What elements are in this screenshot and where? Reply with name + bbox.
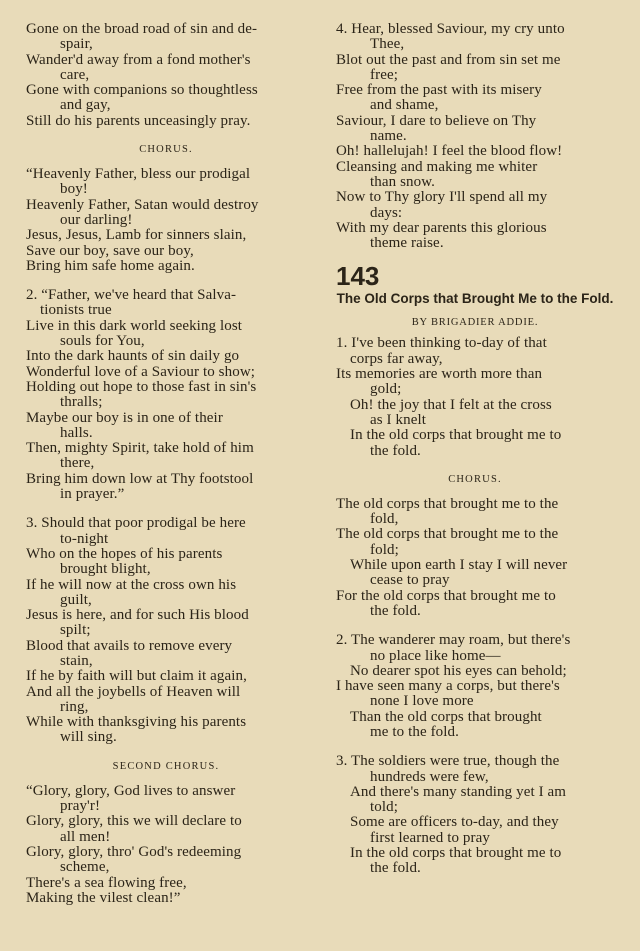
- hymn-143-verse-1: [336, 336, 614, 458]
- lyric-line: 2. The wanderer may roam, but there's: [336, 632, 571, 649]
- lyric-line: Glory, glory, thro' God's redeeming: [26, 843, 242, 860]
- lyric-line: as I knelt: [370, 411, 426, 428]
- second-chorus-label: SECOND CHORUS.: [112, 760, 220, 772]
- lyric-line: ring,: [60, 698, 89, 715]
- lyric-line: souls for You,: [60, 333, 145, 350]
- lyric-line: While with thanksgiving his parents: [26, 714, 247, 731]
- lyric-line: theme raise.: [370, 235, 444, 252]
- lyric-line: Its memories are worth more than: [336, 366, 543, 383]
- hymn-143-chorus: [336, 497, 614, 619]
- lyric-line: For the old corps that brought me to: [336, 587, 556, 604]
- verse-3: [26, 516, 306, 745]
- verse-2: [26, 288, 306, 502]
- lyric-line: Save our boy, save our boy,: [26, 242, 194, 259]
- lyric-line: fold;: [370, 541, 399, 558]
- lyric-line: While upon earth I stay I will never: [350, 557, 568, 574]
- lyric-line: days:: [370, 204, 403, 221]
- lyric-line: and gay,: [60, 97, 111, 114]
- lyric-line: stain,: [60, 652, 93, 669]
- lyric-line: Blood that avails to remove every: [26, 637, 233, 654]
- lyric-line: 3. Should that poor prodigal be here: [26, 515, 246, 532]
- lyric-line: thralls;: [60, 394, 103, 411]
- lyric-line: Saviour, I dare to believe on Thy: [336, 112, 537, 129]
- lyric-line: than snow.: [370, 173, 436, 190]
- lyric-line: Than the old corps that brought: [350, 708, 542, 725]
- lyric-line: In the old corps that brought me to: [350, 845, 562, 862]
- lyric-line: 1. I've been thinking to-day of that: [336, 335, 547, 352]
- lyric-line: Still do his parents unceasingly pray.: [26, 112, 251, 129]
- lyric-line: Maybe our boy is in one of their: [26, 409, 223, 426]
- lyric-line: no place like home—: [370, 647, 501, 664]
- lyric-line: Gone with companions so thoughtless: [26, 82, 258, 99]
- hymn-number: 143: [336, 261, 380, 292]
- lyric-line: Wander'd away from a fond mother's: [26, 51, 251, 68]
- lyric-line: 4. Hear, blessed Saviour, my cry unto: [336, 21, 565, 37]
- lyric-line: Who on the hopes of his parents: [26, 545, 223, 562]
- lyric-line: The old corps that brought me to the: [336, 526, 559, 543]
- lyric-line: told;: [370, 799, 399, 816]
- hymn-143-verse-2: [336, 633, 614, 740]
- lyric-line: care,: [60, 66, 90, 83]
- second-chorus: [26, 784, 306, 906]
- lyric-line: Into the dark haunts of sin daily go: [26, 348, 240, 365]
- lyric-line: No dearer spot his eyes can behold;: [350, 662, 567, 679]
- hymn-byline: BY BRIGADIER ADDIE.: [411, 317, 539, 329]
- lyric-line: And there's many standing yet I am: [350, 783, 567, 800]
- lyric-line: “Heavenly Father, bless our prodigal: [26, 166, 251, 183]
- lyric-line: Glory, glory, this we will declare to: [26, 813, 242, 830]
- lyric-line: There's a sea flowing free,: [26, 874, 187, 891]
- lyric-line: Heavenly Father, Satan would destroy: [26, 196, 259, 213]
- lyric-line: our darling!: [60, 211, 133, 228]
- lyric-line: If he by faith will but claim it again,: [26, 668, 247, 685]
- lyric-line: Bring him safe home again.: [26, 257, 195, 274]
- chorus-label: CHORUS.: [139, 144, 193, 156]
- lyric-line: will sing.: [60, 729, 117, 746]
- right-column: [336, 22, 614, 877]
- lyric-line: first learned to pray: [370, 829, 490, 846]
- lyric-line: Oh! hallelujah! I feel the blood flow!: [336, 143, 563, 160]
- lyric-line: guilt,: [60, 591, 92, 608]
- lyric-line: Bring him down low at Thy footstool: [26, 470, 254, 487]
- verse-1-end: [26, 22, 306, 129]
- left-column: [26, 22, 306, 906]
- lyric-line: With my dear parents this glorious: [336, 219, 547, 236]
- lyric-line: Free from the past with its misery: [336, 82, 542, 99]
- lyric-line: name.: [370, 128, 407, 145]
- lyric-line: free;: [370, 66, 398, 83]
- lyric-line: Jesus, Jesus, Lamb for sinners slain,: [26, 227, 247, 244]
- lyric-line: halls.: [60, 424, 93, 441]
- lyric-line: to-night: [60, 530, 109, 547]
- lyric-line: Now to Thy glory I'll spend all my: [336, 189, 548, 206]
- lyric-line: and shame,: [370, 97, 439, 114]
- lyric-line: The old corps that brought me to the: [336, 495, 559, 512]
- lyric-line: I have seen many a corps, but there's: [336, 678, 560, 695]
- lyric-line: spilt;: [60, 622, 91, 639]
- lyric-line: boy!: [60, 181, 88, 198]
- lyric-line: hundreds were few,: [370, 768, 489, 785]
- lyric-line: the fold.: [370, 442, 421, 459]
- lyric-line: there,: [60, 455, 95, 472]
- lyric-line: cease to pray: [370, 572, 450, 589]
- lyric-line: Jesus is here, and for such His blood: [26, 607, 249, 624]
- lyric-line: If he will now at the cross own his: [26, 576, 237, 593]
- lyric-line: all men!: [60, 828, 111, 845]
- lyric-line: Gone on the broad road of sin and de-: [26, 21, 258, 37]
- lyric-line: Then, mighty Spirit, take hold of him: [26, 440, 254, 457]
- lyric-line: Holding out hope to those fast in sin's: [26, 378, 257, 395]
- lyric-line: in prayer.”: [60, 486, 125, 503]
- lyric-line: none I love more: [370, 693, 474, 710]
- lyric-line: spair,: [60, 36, 93, 53]
- lyric-line: 3. The soldiers were true, though the: [336, 753, 560, 770]
- lyric-line: Oh! the joy that I felt at the cross: [350, 396, 552, 413]
- lyric-line: Making the vilest clean!”: [26, 889, 181, 906]
- lyric-line: fold,: [370, 511, 399, 528]
- lyric-line: brought blight,: [60, 561, 151, 578]
- chorus-label: CHORUS.: [448, 473, 502, 485]
- lyric-line: tionists true: [40, 302, 112, 319]
- lyric-line: gold;: [370, 381, 402, 398]
- lyric-line: Thee,: [370, 36, 405, 53]
- lyric-line: corps far away,: [350, 350, 443, 367]
- lyric-line: In the old corps that brought me to: [350, 427, 562, 444]
- lyric-line: And all the joybells of Heaven will: [26, 683, 241, 700]
- chorus: [26, 167, 306, 274]
- lyric-line: me to the fold.: [370, 723, 459, 740]
- lyric-line: the fold.: [370, 602, 421, 619]
- lyric-line: Wonderful love of a Saviour to show;: [26, 363, 256, 380]
- lyric-line: Some are officers to-day, and they: [350, 814, 559, 831]
- lyric-line: “Glory, glory, God lives to answer: [26, 782, 236, 799]
- lyric-line: pray'r!: [60, 798, 101, 815]
- hymn-143-verse-3: [336, 754, 614, 876]
- lyric-line: 2. “Father, we've heard that Salva-: [26, 287, 237, 304]
- lyric-line: the fold.: [370, 860, 421, 877]
- lyric-line: scheme,: [60, 859, 110, 876]
- lyric-line: Live in this dark world seeking lost: [26, 317, 243, 334]
- verse-4: [336, 22, 614, 251]
- lyric-line: Cleansing and making me whiter: [336, 158, 538, 175]
- hymn-title: The Old Corps that Brought Me to the Fold.: [336, 291, 614, 307]
- lyric-line: Blot out the past and from sin set me: [336, 51, 561, 68]
